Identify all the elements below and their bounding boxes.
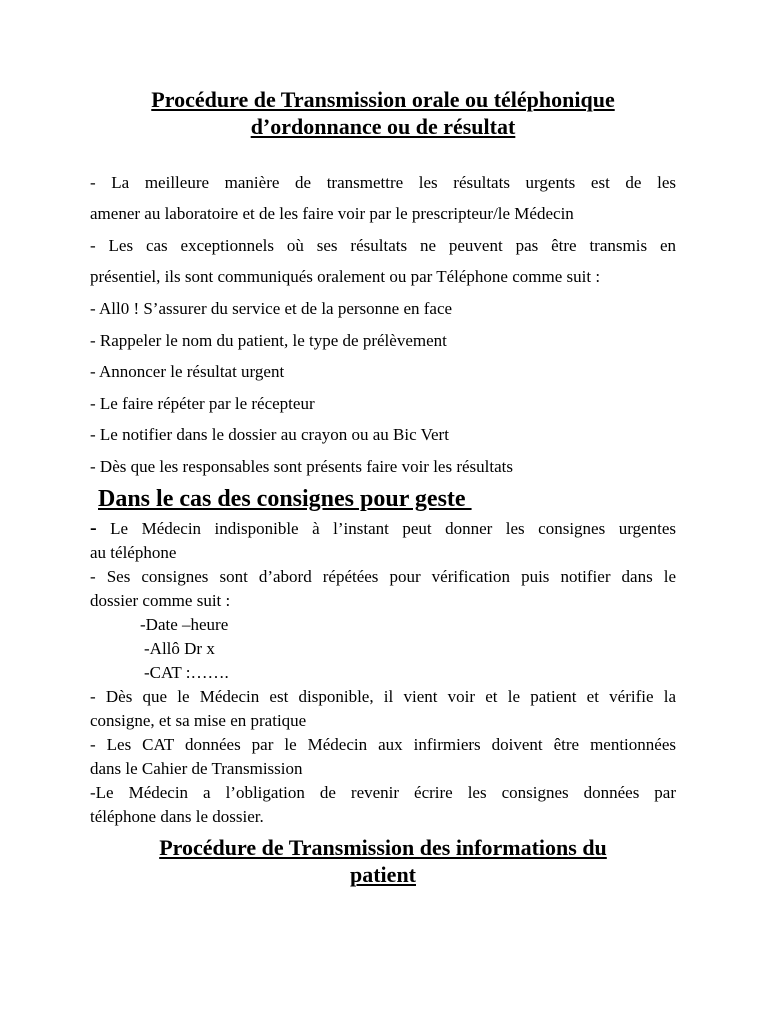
- dash-mark: -: [90, 517, 97, 539]
- sub-item-allo: -Allô Dr x: [144, 639, 215, 658]
- list-item: - Le faire répéter par le récepteur: [90, 393, 315, 413]
- paragraph-text: Le Médecin indisponible à l’instant peut donner les consignes urgentes: [96, 519, 676, 538]
- title3-line-1: Procédure de Transmission des informations du: [159, 835, 607, 860]
- section-consignes: [90, 516, 676, 829]
- title-line-1: Procédure de Transmission orale ou téléphonique: [151, 87, 615, 112]
- paragraph-line: - Dès que le Médecin est disponible, il vient voir et le patient et vérifie la: [90, 687, 676, 706]
- list-item: - Annoncer le résultat urgent: [90, 362, 285, 382]
- paragraph-line: -Le Médecin a l’obligation de revenir écrire les consignes données par: [90, 783, 676, 802]
- paragraph-line: au téléphone: [90, 543, 177, 562]
- section-oral-transmission: [90, 167, 676, 483]
- list-item: - Dès que les responsables sont présents faire voir les résultats: [90, 456, 513, 476]
- title3-line-2: patient: [350, 862, 416, 887]
- paragraph-line: présentiel, ils sont communiqués oralement ou par Téléphone comme suit :: [90, 267, 601, 286]
- sub-item-cat: -CAT :…….: [144, 663, 229, 682]
- paragraph-line: - La meilleure manière de transmettre les résultats urgents est de les: [90, 173, 676, 192]
- paragraph-line: dossier comme suit :: [90, 591, 231, 610]
- title-line-2: d’ordonnance ou de résultat: [250, 114, 516, 139]
- sub-item-date: -Date –heure: [140, 615, 229, 634]
- paragraph-line: amener au laboratoire et de les faire voir par le prescripteur/le Médecin: [90, 204, 574, 223]
- paragraph-line: - Ses consignes sont d’abord répétées pour vérification puis notifier dans le: [90, 567, 676, 586]
- list-item: - All0 ! S’assurer du service et de la personne en face: [90, 299, 453, 318]
- list-item: - Rappeler le nom du patient, le type de prélèvement: [90, 330, 447, 350]
- section-title-patient-info: [90, 834, 676, 888]
- paragraph-line: [90, 516, 676, 541]
- paragraph-line: consigne, et sa mise en pratique: [90, 711, 307, 730]
- section-heading-consignes: Dans le cas des consignes pour geste: [98, 486, 472, 512]
- paragraph-line: - Les cas exceptionnels où ses résultats ne peuvent pas être transmis en: [90, 236, 676, 255]
- paragraph-line: dans le Cahier de Transmission: [90, 759, 303, 778]
- list-item: - Le notifier dans le dossier au crayon ou au Bic Vert: [90, 425, 449, 445]
- document-title: [90, 86, 676, 140]
- paragraph-line: - Les CAT données par le Médecin aux infirmiers doivent être mentionnées: [90, 735, 676, 754]
- paragraph-line: téléphone dans le dossier.: [90, 807, 264, 826]
